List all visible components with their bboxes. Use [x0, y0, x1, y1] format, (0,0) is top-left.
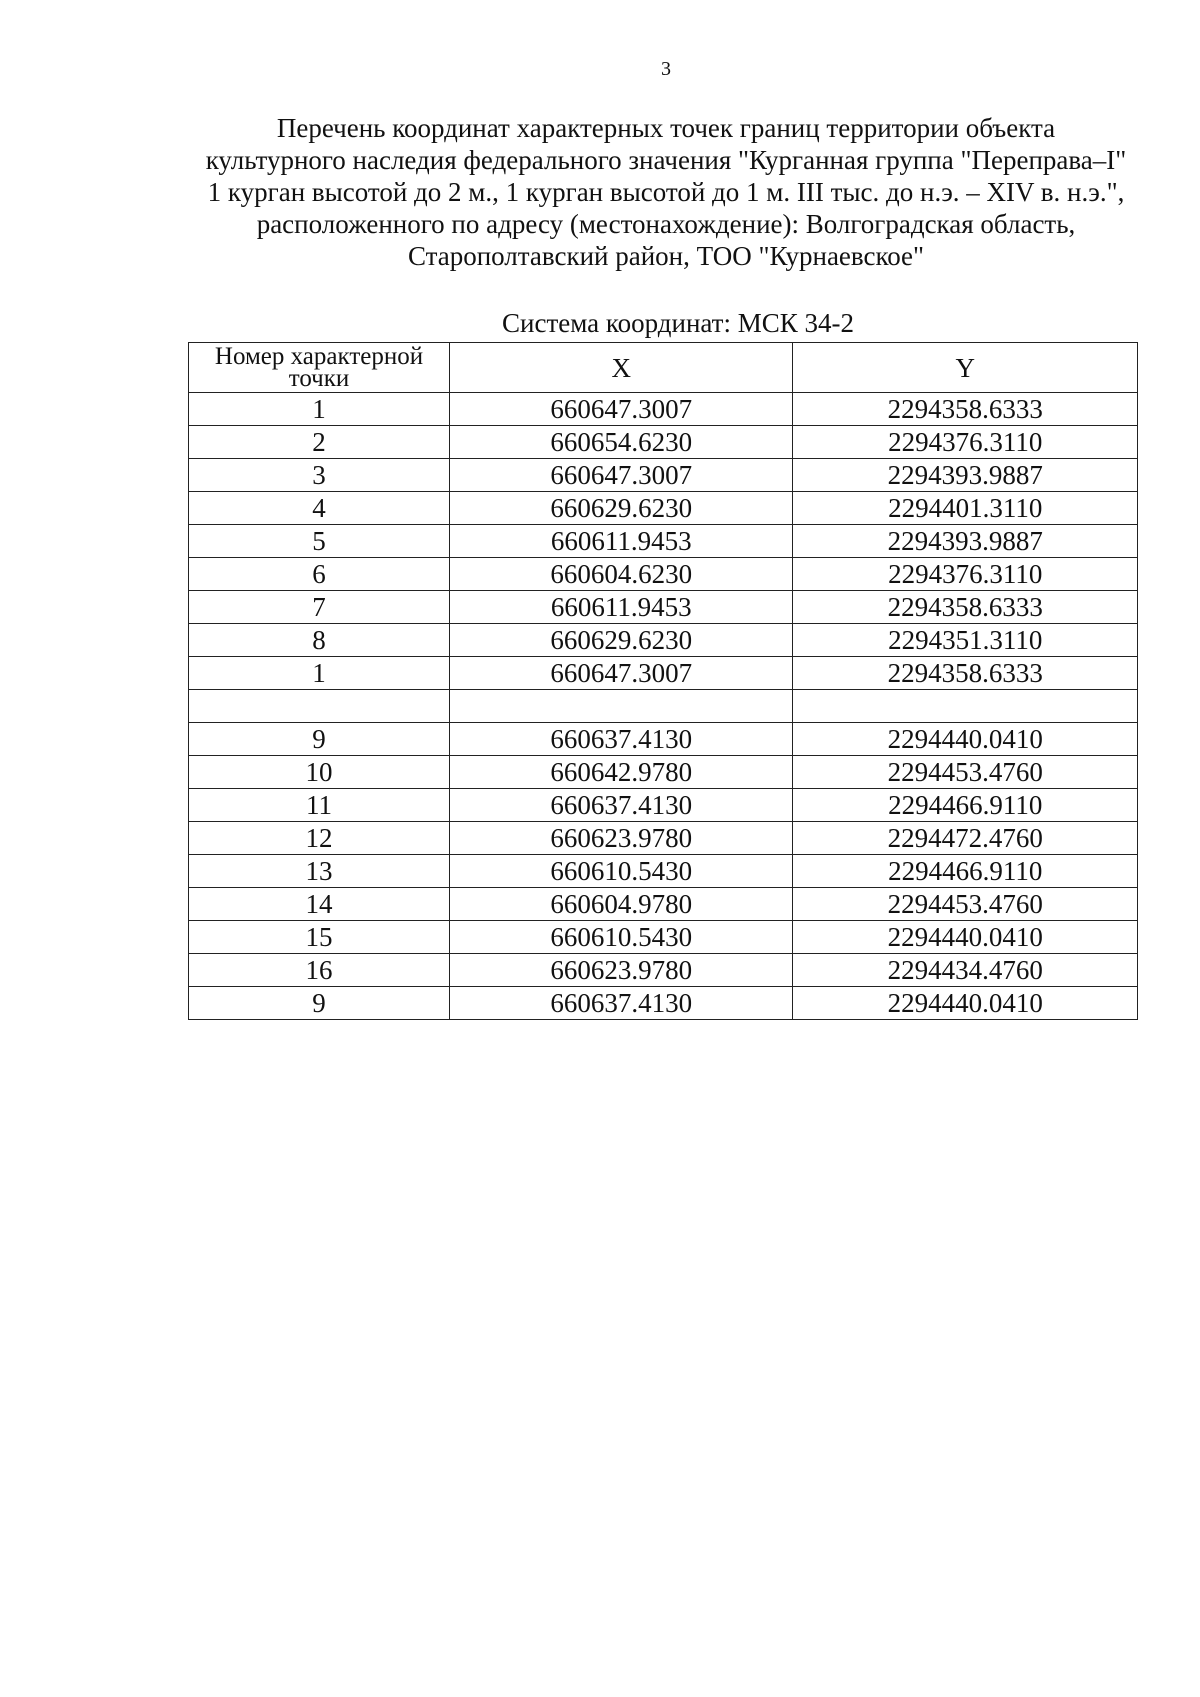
column-header-point-number: Номер характерной точки	[189, 343, 450, 393]
table-row	[189, 855, 1138, 888]
x-cell: 660623.9780	[450, 822, 793, 855]
y-cell: 2294440.0410	[793, 723, 1138, 756]
table-row	[189, 591, 1138, 624]
point-number-cell: 9	[189, 987, 450, 1020]
x-cell: 660647.3007	[450, 657, 793, 690]
x-cell: 660604.9780	[450, 888, 793, 921]
document-title	[0, 112, 1200, 272]
y-cell: 2294466.9110	[793, 789, 1138, 822]
x-cell: 660647.3007	[450, 459, 793, 492]
y-cell: 2294401.3110	[793, 492, 1138, 525]
point-number-cell: 16	[189, 954, 450, 987]
table-row	[189, 756, 1138, 789]
table-row	[189, 690, 1138, 723]
table-row	[189, 624, 1138, 657]
column-header-x: X	[450, 343, 793, 393]
column-header-y: Y	[793, 343, 1138, 393]
point-number-cell: 10	[189, 756, 450, 789]
table-row	[189, 525, 1138, 558]
table-header-row	[189, 343, 1138, 393]
point-number-cell: 9	[189, 723, 450, 756]
x-cell: 660629.6230	[450, 624, 793, 657]
y-cell: 2294393.9887	[793, 459, 1138, 492]
y-cell: 2294393.9887	[793, 525, 1138, 558]
y-cell: 2294376.3110	[793, 558, 1138, 591]
title-line: культурного наследия федерального значения "Курганная группа "Переправа–I"	[205, 145, 1127, 175]
table-row	[189, 393, 1138, 426]
point-number-cell: 5	[189, 525, 450, 558]
point-number-cell: 8	[189, 624, 450, 657]
table-row	[189, 987, 1138, 1020]
y-cell: 2294358.6333	[793, 657, 1138, 690]
title-line: расположенного по адресу (местонахождение): Волгоградская область,	[256, 209, 1076, 239]
table-row	[189, 558, 1138, 591]
x-cell	[450, 690, 793, 723]
title-line: Перечень координат характерных точек границ территории объекта	[276, 113, 1056, 143]
y-cell: 2294358.6333	[793, 591, 1138, 624]
x-cell: 660637.4130	[450, 789, 793, 822]
point-number-cell: 11	[189, 789, 450, 822]
x-cell: 660642.9780	[450, 756, 793, 789]
table-row	[189, 426, 1138, 459]
y-cell: 2294434.4760	[793, 954, 1138, 987]
table-body	[189, 393, 1138, 1020]
page-number: 3	[661, 58, 671, 80]
x-cell: 660623.9780	[450, 954, 793, 987]
table-row	[189, 921, 1138, 954]
coordinates-table	[188, 342, 1138, 1020]
x-cell: 660611.9453	[450, 525, 793, 558]
y-cell: 2294453.4760	[793, 756, 1138, 789]
point-number-cell: 12	[189, 822, 450, 855]
table-row	[189, 954, 1138, 987]
point-number-cell: 2	[189, 426, 450, 459]
x-cell: 660637.4130	[450, 723, 793, 756]
x-cell: 660604.6230	[450, 558, 793, 591]
x-cell: 660637.4130	[450, 987, 793, 1020]
y-cell: 2294351.3110	[793, 624, 1138, 657]
table-row	[189, 459, 1138, 492]
x-cell: 660610.5430	[450, 855, 793, 888]
table-row	[189, 888, 1138, 921]
point-number-cell: 14	[189, 888, 450, 921]
coordinate-system-caption: Система координат: МСК 34-2	[502, 308, 854, 338]
y-cell: 2294358.6333	[793, 393, 1138, 426]
y-cell: 2294440.0410	[793, 921, 1138, 954]
point-number-cell	[189, 690, 450, 723]
table-row	[189, 789, 1138, 822]
x-cell: 660611.9453	[450, 591, 793, 624]
point-number-cell: 3	[189, 459, 450, 492]
point-number-cell: 4	[189, 492, 450, 525]
point-number-cell: 15	[189, 921, 450, 954]
y-cell	[793, 690, 1138, 723]
x-cell: 660647.3007	[450, 393, 793, 426]
point-number-cell: 6	[189, 558, 450, 591]
table-row	[189, 492, 1138, 525]
point-number-cell: 7	[189, 591, 450, 624]
point-number-cell: 13	[189, 855, 450, 888]
point-number-cell: 1	[189, 393, 450, 426]
y-cell: 2294376.3110	[793, 426, 1138, 459]
y-cell: 2294466.9110	[793, 855, 1138, 888]
title-line: Старополтавский район, ТОО "Курнаевское"	[407, 241, 925, 271]
y-cell: 2294453.4760	[793, 888, 1138, 921]
y-cell: 2294440.0410	[793, 987, 1138, 1020]
x-cell: 660629.6230	[450, 492, 793, 525]
table-row	[189, 723, 1138, 756]
x-cell: 660610.5430	[450, 921, 793, 954]
table-row	[189, 657, 1138, 690]
point-number-cell: 1	[189, 657, 450, 690]
table-row	[189, 822, 1138, 855]
x-cell: 660654.6230	[450, 426, 793, 459]
title-line: 1 курган высотой до 2 м., 1 курган высотой до 1 м. III тыс. до н.э. – XIV в. н.э.",	[207, 177, 1125, 207]
y-cell: 2294472.4760	[793, 822, 1138, 855]
